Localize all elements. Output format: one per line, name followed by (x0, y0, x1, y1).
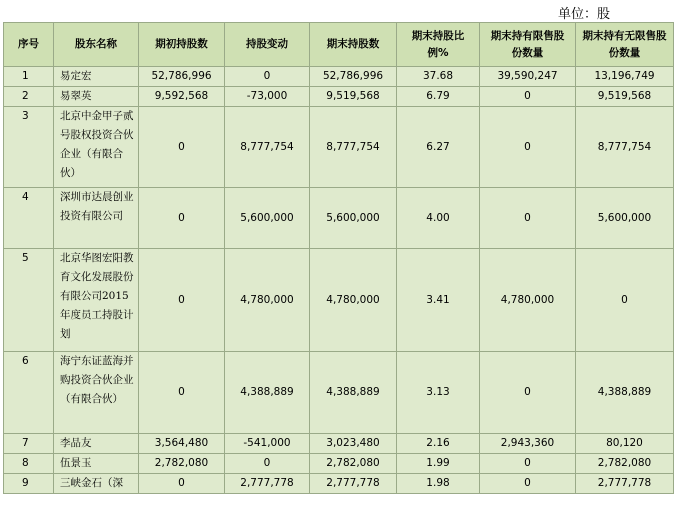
row-begin: 0 (139, 352, 225, 434)
row-end: 9,519,568 (310, 87, 397, 107)
row-name: 易翠英 (54, 87, 139, 107)
row-restricted: 0 (480, 454, 576, 474)
row-end: 5,600,000 (310, 188, 397, 249)
row-ratio: 37.68 (397, 67, 480, 87)
row-name: 伍景玉 (54, 454, 139, 474)
row-seq: 1 (4, 67, 54, 87)
row-change: 2,777,778 (225, 474, 310, 494)
row-change: 5,600,000 (225, 188, 310, 249)
header-shareholder-name: 股东名称 (54, 23, 139, 67)
row-end: 8,777,754 (310, 107, 397, 188)
row-end: 3,023,480 (310, 434, 397, 454)
row-seq: 8 (4, 454, 54, 474)
row-seq: 3 (4, 107, 54, 188)
table-header-row (4, 23, 674, 67)
row-begin: 0 (139, 107, 225, 188)
row-end: 2,782,080 (310, 454, 397, 474)
row-ratio: 6.79 (397, 87, 480, 107)
row-end: 52,786,996 (310, 67, 397, 87)
row-change: 8,777,754 (225, 107, 310, 188)
row-begin: 9,592,568 (139, 87, 225, 107)
row-name: 深圳市达晨创业投资有限公司 (54, 188, 139, 249)
row-change: 0 (225, 454, 310, 474)
row-end: 4,780,000 (310, 249, 397, 352)
row-restricted: 0 (480, 87, 576, 107)
table-row (4, 434, 674, 454)
row-restricted: 0 (480, 188, 576, 249)
row-ratio: 6.27 (397, 107, 480, 188)
row-unrestricted: 2,782,080 (576, 454, 674, 474)
row-end: 2,777,778 (310, 474, 397, 494)
row-seq: 7 (4, 434, 54, 454)
row-restricted: 0 (480, 352, 576, 434)
table-row (4, 87, 674, 107)
row-unrestricted: 8,777,754 (576, 107, 674, 188)
table-row (4, 188, 674, 249)
row-seq: 2 (4, 87, 54, 107)
row-name: 易定宏 (54, 67, 139, 87)
row-end: 4,388,889 (310, 352, 397, 434)
row-restricted: 2,943,360 (480, 434, 576, 454)
row-ratio: 3.13 (397, 352, 480, 434)
row-begin: 2,782,080 (139, 454, 225, 474)
row-unrestricted: 5,600,000 (576, 188, 674, 249)
row-unrestricted: 80,120 (576, 434, 674, 454)
row-name: 李品友 (54, 434, 139, 454)
header-seq: 序号 (4, 23, 54, 67)
row-change: -541,000 (225, 434, 310, 454)
row-restricted: 4,780,000 (480, 249, 576, 352)
row-ratio: 2.16 (397, 434, 480, 454)
row-ratio: 3.41 (397, 249, 480, 352)
row-unrestricted: 4,388,889 (576, 352, 674, 434)
unit-label: 单位：股 (557, 7, 610, 22)
header-restricted-shares: 期末持有限售股份数量 (480, 23, 576, 67)
row-unrestricted: 9,519,568 (576, 87, 674, 107)
header-end-ratio: 期末持股比例% (397, 23, 480, 67)
row-name: 三峡金石（深 (54, 474, 139, 494)
row-begin: 0 (139, 188, 225, 249)
row-restricted: 0 (480, 107, 576, 188)
row-ratio: 1.99 (397, 454, 480, 474)
row-name: 北京华图宏阳教育文化发展股份有限公司2015年度员工持股计划 (54, 249, 139, 352)
table-row (4, 474, 674, 494)
header-share-change: 持股变动 (225, 23, 310, 67)
header-begin-shares: 期初持股数 (139, 23, 225, 67)
row-change: 4,388,889 (225, 352, 310, 434)
table-row (4, 249, 674, 352)
row-change: 0 (225, 67, 310, 87)
row-change: -73,000 (225, 87, 310, 107)
row-unrestricted: 2,777,778 (576, 474, 674, 494)
row-begin: 0 (139, 249, 225, 352)
row-begin: 3,564,480 (139, 434, 225, 454)
row-seq: 9 (4, 474, 54, 494)
table-row (4, 67, 674, 87)
row-begin: 0 (139, 474, 225, 494)
header-unrestricted-shares: 期末持有无限售股份数量 (576, 23, 674, 67)
row-name: 北京中金甲子贰号股权投资合伙企业（有限合伙） (54, 107, 139, 188)
table-row (4, 107, 674, 188)
header-end-shares: 期末持股数 (310, 23, 397, 67)
row-change: 4,780,000 (225, 249, 310, 352)
row-restricted: 0 (480, 474, 576, 494)
row-ratio: 1.98 (397, 474, 480, 494)
row-unrestricted: 0 (576, 249, 674, 352)
row-unrestricted: 13,196,749 (576, 67, 674, 87)
table-row (4, 454, 674, 474)
row-seq: 5 (4, 249, 54, 352)
row-begin: 52,786,996 (139, 67, 225, 87)
shareholder-table (3, 22, 674, 494)
row-seq: 6 (4, 352, 54, 434)
row-ratio: 4.00 (397, 188, 480, 249)
row-seq: 4 (4, 188, 54, 249)
table-row (4, 352, 674, 434)
row-name: 海宁东证蓝海并购投资合伙企业（有限合伙） (54, 352, 139, 434)
row-restricted: 39,590,247 (480, 67, 576, 87)
